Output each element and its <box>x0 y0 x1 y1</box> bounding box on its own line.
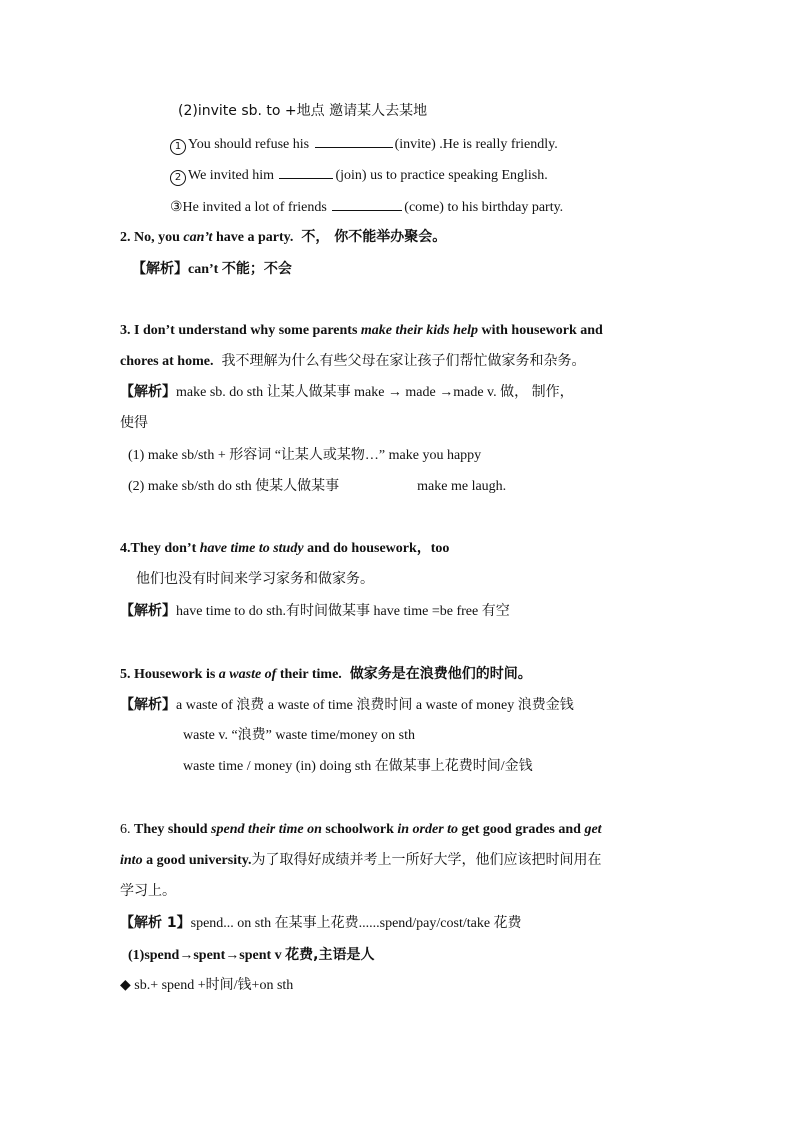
item-4-sentence: 4.They don’t have time to study and do housework，too <box>120 541 450 556</box>
invite-rule: (2)invite sb. to +地点 邀请某人去某地 <box>178 103 428 119</box>
item-3-sentence-line-2: chores at home. 我不理解为什么有些父母在家让孩子们帮忙做家务和杂务。 <box>120 353 586 369</box>
item-6-sentence-line-1: 6. They should spend their time on schoolwork in order to get good grades and get <box>120 822 602 837</box>
fill-blank-2[interactable] <box>279 164 333 179</box>
item-6-sentence-line-3: 学习上。 <box>120 883 176 899</box>
invite-example-1: 1 You should refuse his (invite) .He is really friendly. <box>170 133 558 155</box>
item-5-note: 【解析】a waste of 浪费 a waste of time 浪费时间 a waste of money 浪费金钱 <box>120 697 574 713</box>
item-4-translation: 他们也没有时间来学习家务和做家务。 <box>136 571 374 587</box>
invite-example-3: ③He invited a lot of friends (come) to his birthday party. <box>170 196 563 218</box>
item-4-note: 【解析】have time to do sth.有时间做某事 have time =be free 有空 <box>120 603 510 619</box>
item-5-sub-1: waste v. “浪费” waste time/money on sth <box>183 728 415 743</box>
item-3-sub-1: (1) make sb/sth + 形容词 “让某人或某物…” make you happy <box>128 448 482 463</box>
item-6-sentence-line-2: into a good university.为了取得好成绩并考上一所好大学，他们应该把时间用在 <box>120 852 602 868</box>
item-3-sentence-line-1: 3. I don’t understand why some parents make their kids help with housework and <box>120 323 603 338</box>
circled-number-2: 2 <box>170 170 186 186</box>
circled-number-1: 1 <box>170 139 186 155</box>
item-3-sub-2: (2) make sb/sth do sth 使某人做某事 make me laugh. <box>128 479 507 494</box>
item-6-note: 【解析 1】spend... on sth 在某事上花费......spend/pay/cost/take 花费 <box>120 915 522 931</box>
item-2-note: 【解析】can’t 不能；不会 <box>132 261 292 277</box>
item-3-note: 【解析】make sb. do sth 让某人做某事 make → made →made v. 做， 制作， <box>120 384 574 400</box>
fill-blank-3[interactable] <box>332 196 402 211</box>
item-5-sentence: 5. Housework is a waste of their time. 做家务是在浪费他们的时间。 <box>120 666 532 682</box>
fill-blank-1[interactable] <box>315 133 393 148</box>
item-5-sub-2: waste time / money (in) doing sth 在做某事上花费时间/金钱 <box>183 759 533 774</box>
item-3-note-cont: 使得 <box>120 415 148 431</box>
item-6-sub-1: (1)spend→spent→spent v 花费,主语是人 <box>128 947 375 963</box>
item-6-sub-2: ◆ sb.+ spend +时间/钱+on sth <box>120 978 294 993</box>
item-2-sentence: 2. No, you can’t have a party. 不， 你不能举办聚会。 <box>120 229 447 245</box>
invite-example-2: 2 We invited him (join) us to practice speaking English. <box>170 164 548 186</box>
